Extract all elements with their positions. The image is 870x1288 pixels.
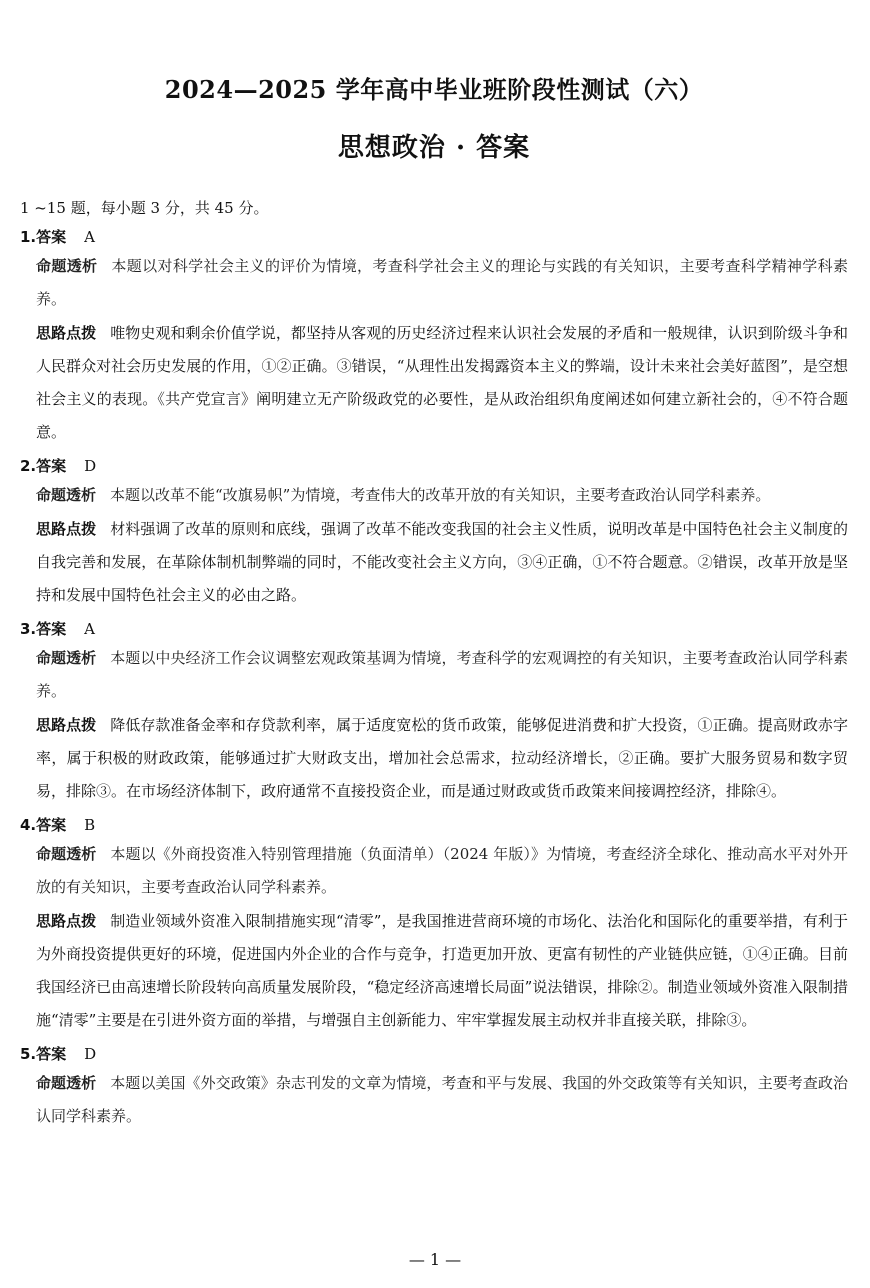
subject-title: 思想政治 · 答案 xyxy=(337,133,531,163)
question-number: 4. xyxy=(20,816,37,834)
question-1-analysis xyxy=(20,250,848,316)
question-4-analysis xyxy=(20,838,848,904)
question-5-analysis xyxy=(20,1067,848,1133)
answer-label: 答案 xyxy=(36,1045,67,1063)
answer-value: D xyxy=(84,1045,97,1063)
answer-label: 答案 xyxy=(36,620,67,638)
analysis-text: 本题以美国《外交政策》杂志刊发的文章为情境，考查和平与发展、我国的外交政策等有关知识，主要考查政治认同学科素养。 xyxy=(36,1074,848,1125)
question-4-thinking xyxy=(20,905,848,1037)
answer-label: 答案 xyxy=(36,816,67,834)
answer-label: 答案 xyxy=(36,228,67,246)
analysis-label: 命题透析 xyxy=(36,845,97,863)
question-4 xyxy=(20,813,848,1037)
page-number: — 1 — xyxy=(408,1250,462,1269)
document-title: 2024—2025 学年高中毕业班阶段性测试（六） xyxy=(164,75,704,104)
question-number: 2. xyxy=(20,457,37,475)
answer-value: A xyxy=(84,620,95,638)
analysis-text: 本题以对科学社会主义的评价为情境，考查科学社会主义的理论与实践的有关知识，主要考查科学精神学科素养。 xyxy=(36,257,848,308)
question-number: 1. xyxy=(20,228,37,246)
analysis-text: 本题以《外商投资准入特别管理措施（负面清单）（2024 年版）》为情境，考查经济全球化、推动高水平对外开放的有关知识，主要考查政治认同学科素养。 xyxy=(36,845,848,896)
question-5 xyxy=(20,1042,848,1133)
question-2-analysis xyxy=(20,479,848,512)
question-1-thinking xyxy=(20,317,848,449)
thinking-label: 思路点拨 xyxy=(36,912,97,930)
analysis-label: 命题透析 xyxy=(36,649,97,667)
analysis-text: 本题以中央经济工作会议调整宏观政策基调为情境，考查科学的宏观调控的有关知识，主要考查政治认同学科素养。 xyxy=(36,649,848,700)
question-2-answer-line xyxy=(20,454,848,478)
question-number: 3. xyxy=(20,620,37,638)
thinking-text: 唯物史观和剩余价值学说，都坚持从客观的历史经济过程来认识社会发展的矛盾和一般规律，认识到阶级斗争和人民群众对社会历史发展的作用，①②正确。③错误，“从理性出发揭露资本主义的弊端，设计未来社会美好蓝图”，是空想社会主义的表现。《共产党宣言》阐明建立无产阶级政党的必要性，是从政治组织角度阐述如何建立新社会的，④不符合题意。 xyxy=(36,324,848,441)
question-3 xyxy=(20,617,848,808)
analysis-label: 命题透析 xyxy=(36,486,97,504)
question-3-analysis xyxy=(20,642,848,708)
answer-value: A xyxy=(84,228,95,246)
scoring-intro: 1 ~15 题，每小题 3 分，共 45 分。 xyxy=(20,199,269,217)
thinking-label: 思路点拨 xyxy=(36,324,97,342)
analysis-label: 命题透析 xyxy=(36,1074,97,1092)
question-3-thinking xyxy=(20,709,848,808)
analysis-label: 命题透析 xyxy=(36,257,98,275)
answer-value: D xyxy=(84,457,97,475)
question-3-answer-line xyxy=(20,617,848,641)
answer-value: B xyxy=(84,816,96,834)
question-1 xyxy=(20,225,848,449)
analysis-text: 本题以改革不能“改旗易帜”为情境，考查伟大的改革开放的有关知识，主要考查政治认同学科素养。 xyxy=(110,486,771,504)
thinking-label: 思路点拨 xyxy=(36,716,97,734)
question-4-answer-line xyxy=(20,813,848,837)
question-number: 5. xyxy=(20,1045,37,1063)
thinking-text: 制造业领域外资准入限制措施实现“清零”，是我国推进营商环境的市场化、法治化和国际化的重要举措，有利于为外商投资提供更好的环境，促进国内外企业的合作与竞争，打造更加开放、更富有韧性的产业链供应链，①④正确。目前我国经济已由高速增长阶段转向高质量发展阶段，“稳定经济高速增长局面”说法错误，排除②。制造业领域外资准入限制措施“清零”主要是在引进外资方面的举措，与增强自主创新能力、牢牢掌握发展主动权并非直接关联，排除③。 xyxy=(36,912,848,1029)
question-1-answer-line xyxy=(20,225,848,249)
thinking-label: 思路点拨 xyxy=(36,520,97,538)
question-2 xyxy=(20,454,848,612)
thinking-text: 降低存款准备金率和存贷款利率，属于适度宽松的货币政策，能够促进消费和扩大投资，①正确。提高财政赤字率，属于积极的财政政策，能够通过扩大财政支出，增加社会总需求，拉动经济增长，②正确。要扩大服务贸易和数字贸易，排除③。在市场经济体制下，政府通常不直接投资企业，而是通过财政或货币政策来间接调控经济，排除④。 xyxy=(36,716,848,800)
question-2-thinking xyxy=(20,513,848,612)
question-5-answer-line xyxy=(20,1042,848,1066)
answer-label: 答案 xyxy=(36,457,67,475)
thinking-text: 材料强调了改革的原则和底线，强调了改革不能改变我国的社会主义性质，说明改革是中国特色社会主义制度的自我完善和发展，在革除体制机制弊端的同时，不能改变社会主义方向，③④正确，①不符合题意。②错误，改革开放是坚持和发展中国特色社会主义的必由之路。 xyxy=(36,520,848,604)
